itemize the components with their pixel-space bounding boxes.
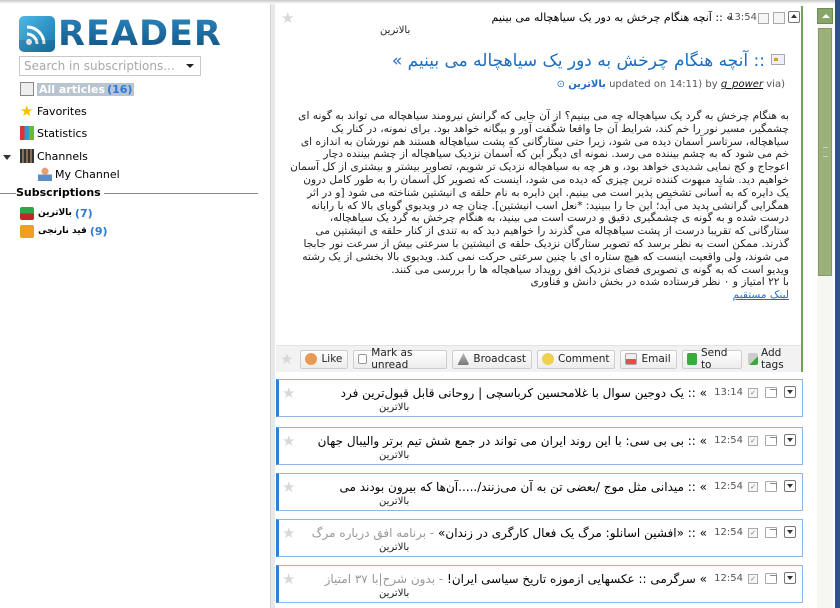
- sidebar: [0, 4, 268, 608]
- star-icon[interactable]: ★: [282, 432, 296, 450]
- meta-by: by: [702, 79, 721, 90]
- comment-button[interactable]: Comment: [537, 350, 615, 369]
- sidebar-item-channels[interactable]: [20, 148, 88, 164]
- subscription-count: (7): [74, 206, 93, 220]
- article-row[interactable]: [276, 519, 803, 557]
- subscription-label: قید نارنجی: [38, 226, 87, 236]
- favorites-label: Favorites: [37, 104, 87, 118]
- collapse-channels-icon[interactable]: [3, 155, 11, 160]
- vertical-scrollbar[interactable]: [817, 8, 833, 608]
- meta-via: via): [766, 79, 785, 90]
- star-icon[interactable]: ★: [282, 524, 296, 542]
- expand-article-button[interactable]: [784, 434, 796, 446]
- broadcast-icon: [457, 353, 469, 365]
- rss-logo-icon: [19, 16, 55, 52]
- article-paragraph: به هنگام چرخش به گرد یک سیاهچاله چه می بینیم؟ از آن جایی که گرانش نیرومند سیاهچاله می تواند به گونه ای چشمگیر، مسیر نور را خم کند، شرایط آن جا واقعا شگفت آور و بیگانه خواهد بود. برای نمونه، در کنار یک سیاهچاله، سرتاسر آسمان دیده می شود، زیرا حتی ستارگانی که پشت سیاهچاله هستند هم نورشان به اندازه ای خم می شود که به چشم بیننده می رسد. نمونه ای دیگر این که آسمان نزدیک سیاهچاله از چشم بیننده دچار اعوجاج و کج نمایی شدیدی خواهد بود، و هر چه به سیاهچاله نزدیک تر شویم، تصاویر بیشتر و بیشتری از کل آسمان خواهیم دید. شاید مبهوت کننده ترین چیزی که دیده می شود، اینست که تصویر کل آسمان را به طور کامل درون یک دایره که به آسانی تشخیص پذیر است می بینیم. این دایره به نام حلقه ی انیشتین شناخته می شود [و در اثر همگرایی گرانشی پدید می آید؛ این جا را ببینید: *نعل اسب انیشتین]. چنان چه در ویدیوی گویای بالا که با رایانه درست شده و به گونه ی چشمگیری دقیق و درست است می بینید، به هنگام چرخش به گرد یک سیاهچاله، ستارگانی که تقریبا درست از پشت سیاهچاله می گذرند را خواهیم دید که به تندی از کنار حلقه ی انیشتین می گذرند. ممکن است به نظر برسد که تصویر ستارگان نزدیک حلقه ی انیشتین با سرعتی بیش از سرعت نور جابجا می شوند، ولی واقعیت اینست که هیچ ستاره ای با چنین سرعتی حرکت نمی کند. ویدیوی بالا بخشی از یک رشته ویدیو است که به گونه ی تصویری فضای نزدیک افق رویداد سیاهچاله ها را بررسی می کنند.: [290, 110, 789, 276]
- star-icon[interactable]: ★: [282, 570, 296, 588]
- expand-article-button[interactable]: [784, 386, 796, 398]
- subscription-label: بالاترین: [38, 208, 72, 218]
- feed-name: بالاترین: [379, 496, 410, 507]
- expanded-article: [276, 6, 803, 372]
- mark-read-checkbox[interactable]: [758, 13, 769, 24]
- article-title-link[interactable]: :: آنچه هنگام چرخش به دور یک سیاهچاله می بینیم »: [391, 51, 765, 71]
- article-header-title[interactable]: » :: آنچه هنگام چرخش به دور یک سیاهچاله می بینیم: [491, 11, 733, 24]
- share-icon: [687, 353, 697, 365]
- article-time: 12:54: [714, 481, 743, 492]
- expand-article-button[interactable]: [784, 480, 796, 492]
- article-title[interactable]: » سرگرمی :: عکسهایی ازموزه تاریخ سیاسی ایران! - بدون شرح|با ۳۷ امتیاز: [324, 572, 707, 586]
- all-articles-count: (16): [107, 82, 133, 96]
- mark-read-checkbox[interactable]: ✓: [748, 388, 758, 398]
- feed-icon: [20, 207, 34, 220]
- search-subscriptions[interactable]: [19, 56, 201, 76]
- thumbs-up-icon: [305, 353, 317, 365]
- email-icon: [625, 353, 637, 365]
- article-row[interactable]: [276, 379, 803, 417]
- expand-article-button[interactable]: [784, 526, 796, 538]
- meta-source-link[interactable]: بالاترین: [568, 79, 606, 90]
- checkbox-icon: [358, 354, 367, 364]
- mark-read-checkbox[interactable]: ✓: [748, 436, 758, 446]
- subscription-item[interactable]: [20, 206, 93, 220]
- collapse-article-button[interactable]: [788, 11, 800, 23]
- all-articles-label: All articles: [39, 82, 106, 96]
- sidebar-item-my-channel[interactable]: [38, 166, 120, 182]
- permalink[interactable]: لینک مستقیم: [732, 289, 789, 302]
- article-title[interactable]: » :: بی بی سی: با این روند ایران می تواند در جمع شش تیم برتر والیبال جهان: [317, 434, 707, 448]
- article-row[interactable]: [276, 565, 803, 603]
- mark-unread-button[interactable]: Mark as unread: [353, 350, 447, 369]
- channels-label: Channels: [37, 149, 88, 163]
- pane-divider[interactable]: [270, 4, 275, 608]
- feed-name: بالاترین: [379, 588, 410, 599]
- window-edge: [835, 0, 840, 608]
- chevron-down-icon[interactable]: [186, 64, 194, 68]
- article-list: [276, 6, 804, 608]
- article-title[interactable]: » :: میدانی مثل موج /بعضی تن به آن می‌زنند/.....آن‌ها که بیرون بودند می: [339, 480, 707, 494]
- info-icon[interactable]: ⊙: [556, 79, 565, 90]
- app-logo[interactable]: [19, 14, 222, 54]
- article-row[interactable]: [276, 473, 803, 511]
- article-time: 12:54: [714, 435, 743, 446]
- article-title[interactable]: » :: «افشین اسانلو: مرگ یک فعال کارگری در زندان» - برنامه افق درباره مرگ: [311, 526, 707, 540]
- article-time: 13:54: [728, 12, 757, 23]
- article-time: 12:54: [714, 573, 743, 584]
- open-external-icon[interactable]: [773, 12, 785, 24]
- star-icon[interactable]: ★: [282, 478, 296, 496]
- feed-name: بالاترین: [379, 402, 410, 413]
- mark-read-checkbox[interactable]: ✓: [748, 482, 758, 492]
- open-external-icon[interactable]: [765, 481, 777, 492]
- broadcast-button[interactable]: Broadcast: [452, 350, 532, 369]
- open-external-icon[interactable]: [765, 527, 777, 538]
- channels-icon: [20, 149, 34, 163]
- article-title[interactable]: » :: یک دوجین سوال با غلامحسین کرباسچی | روحانی قابل قبول‌ترین فرد: [340, 386, 707, 400]
- article-meta: [557, 79, 785, 90]
- user-icon: [38, 167, 52, 181]
- comment-icon: [542, 353, 554, 365]
- article-time: 12:54: [714, 527, 743, 538]
- scroll-up-button[interactable]: [817, 8, 833, 24]
- open-external-icon[interactable]: [765, 573, 777, 584]
- open-external-icon[interactable]: [765, 435, 777, 446]
- feed-name: بالاترین: [379, 450, 410, 461]
- article-body: [289, 110, 789, 302]
- star-icon[interactable]: ★: [282, 384, 296, 402]
- sidebar-item-favorites[interactable]: [20, 103, 87, 119]
- sidebar-item-statistics[interactable]: [20, 125, 87, 141]
- all-articles-icon: [20, 82, 34, 96]
- search-input[interactable]: [24, 59, 184, 73]
- article-action-bar: [276, 345, 801, 372]
- article-header[interactable]: [276, 6, 801, 28]
- sidebar-item-all-articles[interactable]: [20, 81, 134, 97]
- meta-updated: updated on 14:11): [609, 79, 703, 90]
- mark-read-checkbox[interactable]: ✓: [748, 574, 758, 584]
- meta-author-link[interactable]: g_power: [720, 79, 764, 90]
- my-channel-label: My Channel: [55, 167, 120, 181]
- feed-name: بالاترین: [379, 542, 410, 553]
- like-button[interactable]: Like: [300, 350, 348, 369]
- article-time: 13:14: [714, 387, 743, 398]
- feed-icon: [20, 225, 34, 238]
- subscriptions-heading: Subscriptions: [16, 186, 104, 199]
- feed-favicon-icon: [771, 54, 785, 65]
- mark-read-checkbox[interactable]: ✓: [748, 528, 758, 538]
- star-icon: ★: [20, 102, 34, 120]
- statistics-label: Statistics: [37, 126, 88, 140]
- scrollbar-thumb[interactable]: [818, 28, 832, 276]
- star-icon[interactable]: ★: [280, 350, 294, 368]
- star-icon[interactable]: ★: [281, 9, 295, 27]
- expand-article-button[interactable]: [784, 572, 796, 584]
- article-stats: با ۲۲ امتیاز و ۰ نظر فرستاده شده در بخش دانش و فناوری: [530, 276, 789, 289]
- subscription-count: (9): [89, 224, 108, 238]
- logo-text: READER: [58, 14, 222, 54]
- add-tags-button[interactable]: Add tags: [748, 347, 801, 371]
- bar-chart-icon: [20, 126, 34, 140]
- open-external-icon[interactable]: [765, 387, 777, 398]
- email-button[interactable]: Email: [620, 350, 676, 369]
- feed-name: بالاترین: [380, 25, 411, 36]
- send-to-button[interactable]: Send to: [682, 350, 742, 369]
- tag-icon: [748, 353, 758, 365]
- subscription-item[interactable]: [20, 224, 108, 238]
- article-row[interactable]: [276, 427, 803, 465]
